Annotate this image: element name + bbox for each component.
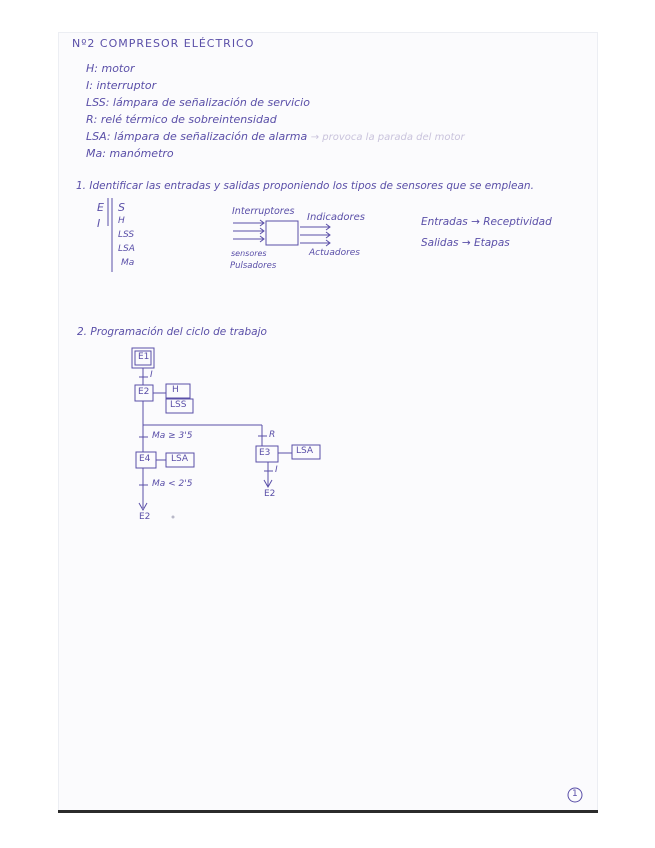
io-s-value: Ma [121,258,135,268]
question-1-text: 1. Identificar las entradas y salidas proponiendo los tipos de sensores que se emplean. [76,180,534,192]
grafcet-action-h: H [172,385,179,395]
grafcet-transition-r: R [269,430,276,440]
page-title: Nº2 COMPRESOR ELÉCTRICO [72,37,255,50]
block-label-sensores: sensores [231,249,267,258]
question-2-text: 2. Programación del ciclo de trabajo [77,326,267,338]
io-col-s-header: S [118,201,125,214]
block-label-pulsadores: Pulsadores [230,261,277,271]
block-box [266,221,298,245]
grafcet-jump-e2-left: E2 [139,512,151,522]
grafcet-transition-i: I [150,370,153,380]
grafcet-action-lsa-e3: LSA [296,446,314,456]
grafcet-transition-ma-lt: Ma < 2'5 [152,479,193,489]
legend-item-lsa: LSA: lámpara de señalización de alarma → provoca la parada del motor [86,130,465,143]
grafcet-transition-ma-ge: Ma ≥ 3'5 [152,431,193,441]
io-s-value: LSS [118,230,135,240]
grafcet-label-e3: E3 [259,448,271,458]
page-number: 1 [572,789,578,799]
grafcet-action-lss: LSS [170,400,187,410]
legend-item-r: R: relé térmico de sobreintensidad [86,113,277,126]
block-label-indicadores: Indicadores [307,212,365,223]
mapping-salidas: Salidas → Etapas [421,237,510,249]
block-label-interruptores: Interruptores [232,206,295,217]
mapping-entradas: Entradas → Receptividad [421,216,552,228]
grafcet-transition-i-e3: I [275,465,278,475]
grafcet-label-e1: E1 [138,352,150,362]
legend-item-lss: LSS: lámpara de señalización de servicio [86,96,310,109]
legend-item-ma: Ma: manómetro [86,147,174,160]
block-label-actuadores: Actuadores [309,248,360,258]
io-e-value: I [97,217,101,230]
io-s-value: LSA [118,244,135,254]
io-col-e-header: E [97,201,104,214]
legend-item-i: I: interruptor [86,79,157,92]
grafcet-jump-e2-right: E2 [264,489,276,499]
alarm-note: → provoca la parada del motor [310,132,465,143]
io-s-value: H [118,216,125,226]
grafcet-label-e4: E4 [139,454,151,464]
grafcet-label-e2: E2 [138,387,150,397]
legend-item-h: H: motor [86,62,135,75]
pen-dot [172,516,175,519]
grafcet-action-lsa-e4: LSA [171,454,189,464]
